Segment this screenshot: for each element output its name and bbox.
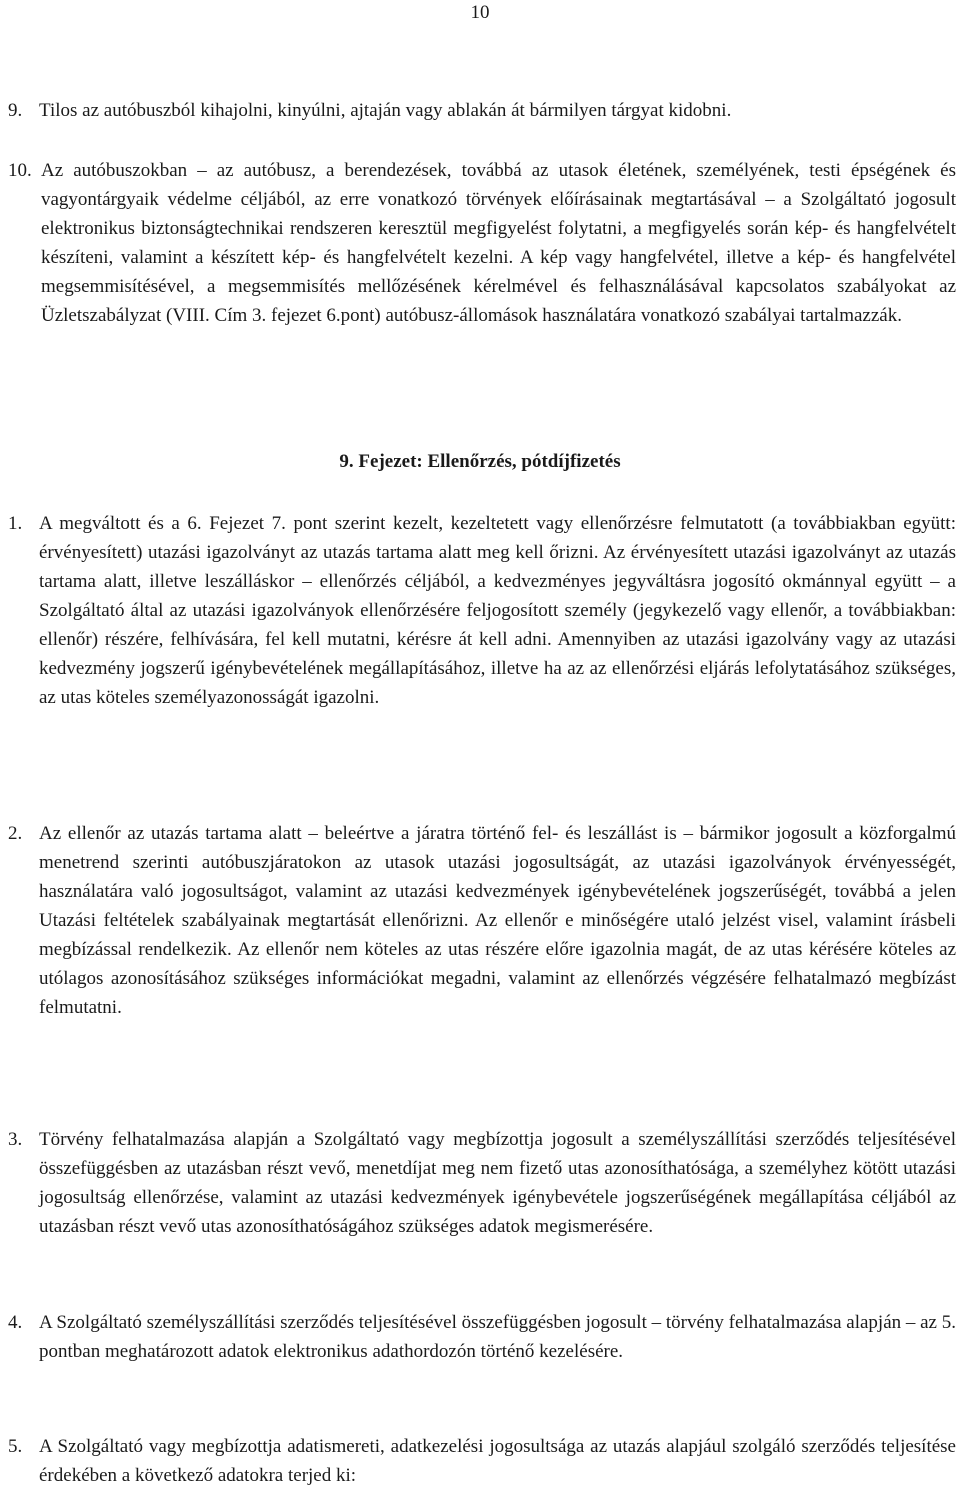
item-number: 10.: [8, 160, 32, 181]
list-item: [8, 819, 956, 1022]
list-item: [8, 509, 956, 712]
item-text: A Szolgáltató vagy megbízottja adatismereti, adatkezelési jogosultsága az utazás alapjául szolgáló szerződés teljesítése érdekében a következő adatokra terjed ki:: [39, 1436, 956, 1486]
item-text: Tilos az autóbuszból kihajolni, kinyúlni, ajtaján vagy ablakán át bármilyen tárgyat kidobni.: [39, 100, 732, 121]
list-item: [8, 1432, 956, 1490]
item-text: Az autóbuszokban – az autóbusz, a berendezések, továbbá az utasok életének, személyének, testi épségének és vagyontárgyaik védelme céljából, az erre vonatkozó törvények előírásainak megtartásával – a Szolgáltató jogosult elektronikus biztonságtechnikai rendszeren keresztül megfigyelést folytatni, a megfigyelés során kép- és hangfelvételt készíteni, valamint a készített kép- és hangfelvételt kezelni. A kép vagy hangfelvétel, illetve a kép- és hangfelvétel megsemmisítésével, a megsemmisítés mellőzésének kérelmével és felhasználásával kapcsolatos szabályokat az Üzletszabályzat (VIII. Cím 3. fejezet 6.pont) autóbusz-állomások használatára vonatkozó szabályai tartalmazzák.: [41, 160, 956, 326]
item-number: 4.: [8, 1312, 23, 1333]
item-number: 1.: [8, 513, 23, 534]
item-text: Törvény felhatalmazása alapján a Szolgáltató vagy megbízottja jogosult a személyszállítási szerződés teljesítésével összefüggésben az utazásban részt vevő, menetdíjat meg nem fizető utas azonosíthatósága, a személyhez kötött utazási jogosultság ellenőrzése, valamint az utazási kedvezmények igénybevétele jogszerűségének megállapítása céljából az utazásban részt vevő utas azonosíthatóságához szükséges adatok megismerésére.: [39, 1129, 956, 1237]
page-number: 10: [470, 2, 490, 23]
list-item: [8, 1308, 956, 1366]
chapter-heading: 9. Fejezet: Ellenőrzés, pótdíjfizetés: [339, 451, 621, 472]
item-text: A megváltott és a 6. Fejezet 7. pont szerint kezelt, kezeltetett vagy ellenőrzésre felmutatott (a továbbiakban együtt: érvényesített) utazási igazolványt az utazás tartama alatt meg kell őrizni. Az érvényesített utazási igazolványt az utazás tartama alatt, illetve leszálláskor – ellenőrzés céljából, a kedvezményes jegyváltásra jogosító okmánnyal együtt – a Szolgáltató által az utazási igazolványok ellenőrzésére feljogosított személy (jegykezelő vagy ellenőr, a továbbiakban: ellenőr) részére, felhívására, fel kell mutatni, kérésre át kell adni. Amennyiben az utazási igazolvány vagy az utazási kedvezmény jogszerű igénybevételének megállapításához, illetve ha az az ellenőrzési eljárás lefolytatásához szükséges, az utas köteles személyazonosságát igazolni.: [39, 513, 956, 708]
list-item: [8, 1125, 956, 1241]
item-text: A Szolgáltató személyszállítási szerződés teljesítésével összefüggésben jogosult – törvény felhatalmazása alapján – az 5. pontban meghatározott adatok elektronikus adathordozón történő kezelésére.: [39, 1312, 956, 1362]
item-number: 3.: [8, 1129, 23, 1150]
list-item: [8, 96, 956, 125]
item-number: 9.: [8, 100, 23, 121]
item-text: Az ellenőr az utazás tartama alatt – beleértve a járatra történő fel- és leszállást is – bármikor jogosult a közforgalmú menetrend szerinti autóbuszjáratokon az utasok utazási jogosultságát, az utazási igazolványok érvényességét, használatára való jogosultságot, valamint az utazási kedvezmények igénybevételének jogszerűségét, továbbá a jelen Utazási feltételek szabályainak megtartását ellenőrizni. Az ellenőr e minőségére utaló jelzést visel, valamint írásbeli megbízással rendelkezik. Az ellenőr nem köteles az utas részére előre igazolnia magát, de az utas kérésére köteles az utólagos azonosításához szükséges információkat megadni, valamint az ellenőrzés végzésére felhatalmazó megbízást felmutatni.: [39, 823, 956, 1018]
item-number: 2.: [8, 823, 23, 844]
list-item: [8, 156, 956, 330]
item-number: 5.: [8, 1436, 23, 1457]
